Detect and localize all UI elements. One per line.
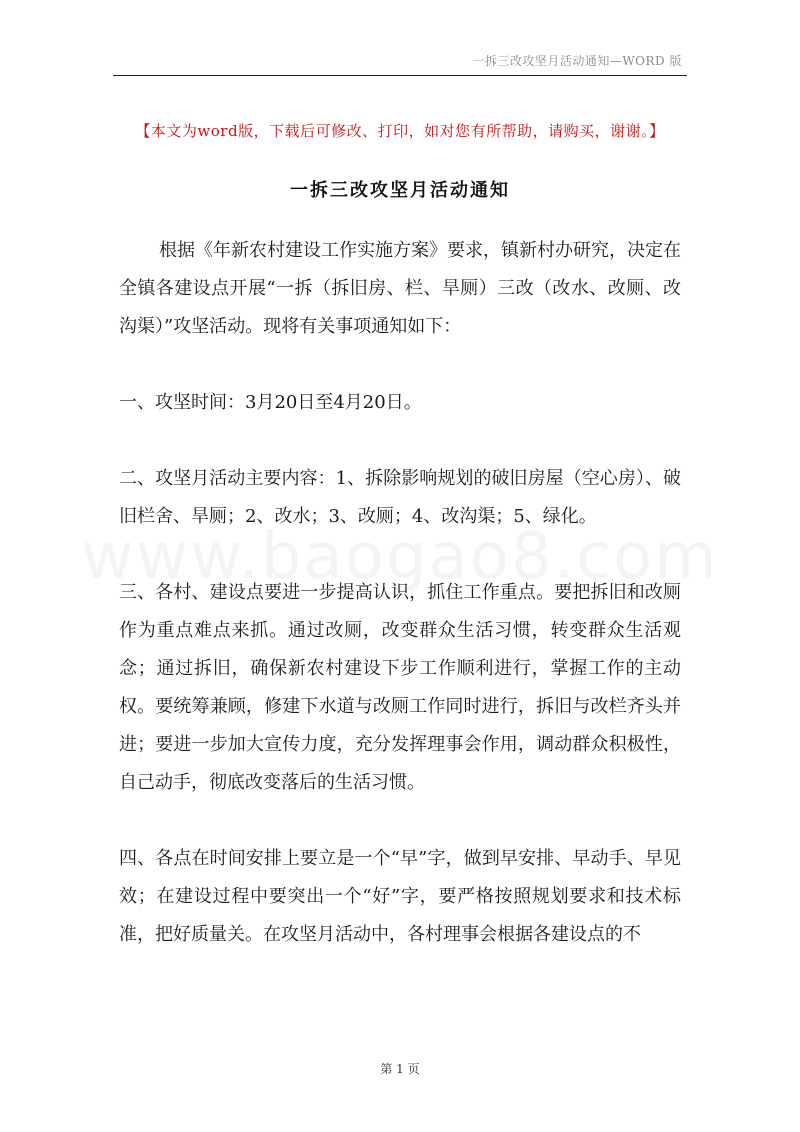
purchase-notice: 【本文为word版，下载后可修改、打印，如对您有所帮助，请购买，谢谢。】 bbox=[135, 122, 665, 140]
paragraph-spacer bbox=[119, 536, 681, 574]
header-divider bbox=[113, 75, 687, 76]
page-number: 第 1 页 bbox=[380, 1062, 420, 1076]
document-body bbox=[119, 232, 681, 954]
section-three-paragraph: 三、各村、建设点要进一步提高认识，抓住工作重点。要把拆旧和改厕作为重点难点来抓。通过改厕，改变群众生活习惯，转变群众生活观念；通过拆旧，确保新农村建设下步工作顺利进行，掌握工作的主动权。要统筹兼顾，修建下水道与改厕工作同时进行，拆旧与改栏齐头并进；要进一步加大宣传力度，充分发挥理事会作用，调动群众积极性，自己动手，彻底改变落后的生活习惯。 bbox=[119, 582, 681, 793]
section-two-paragraph: 二、攻坚月活动主要内容：1、拆除影响规划的破旧房屋（空心房）、破旧栏舍、旱厕；2、改水；3、改厕；4、改沟渠；5、绿化。 bbox=[119, 468, 681, 527]
paragraph-spacer bbox=[119, 346, 681, 384]
paragraph-spacer bbox=[119, 802, 681, 840]
section-one-paragraph: 一、攻坚时间：3月20日至4月20日。 bbox=[119, 392, 422, 413]
section-four-paragraph: 四、各点在时间安排上要立是一个“早”字，做到早安排、早动手、早见效；在建设过程中要突出一个“好”字，要严格按照规划要求和技术标准，把好质量关。在攻坚月活动中，各村理事会根据各建设点的不 bbox=[119, 848, 681, 945]
running-header: 一拆三改攻坚月活动通知—WORD 版 bbox=[472, 54, 682, 68]
document-title: 一拆三改攻坚月活动通知 bbox=[290, 180, 510, 201]
paragraph-spacer bbox=[119, 422, 681, 460]
intro-paragraph: 根据《年新农村建设工作实施方案》要求，镇新村办研究，决定在全镇各建设点开展“一拆（拆旧房、栏、旱厕）三改（改水、改厕、改沟渠）”攻坚活动。现将有关事项通知如下： bbox=[119, 240, 681, 337]
